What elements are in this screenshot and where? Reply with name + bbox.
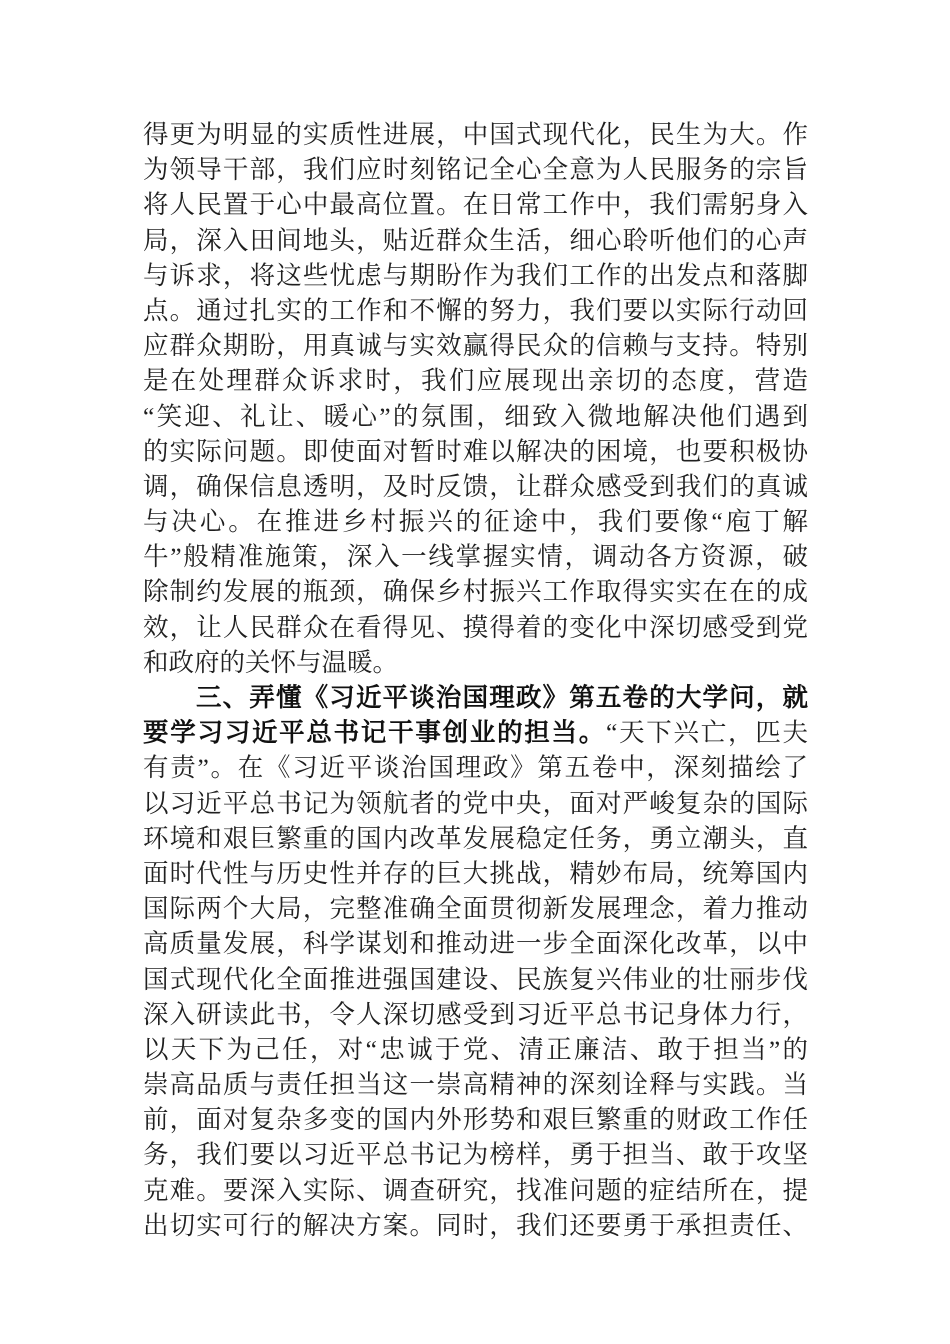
text-segment: 出切实可行的解决方案。同时，我们还要勇于承担责任、 bbox=[143, 1210, 808, 1240]
text-segment: 前，面对复杂多变的国内外形势和艰巨繁重的财政工作任 bbox=[143, 1105, 808, 1135]
text-segment: 和政府的关怀与温暖。 bbox=[143, 647, 399, 677]
text-segment: 效，让人民群众在看得见、摸得着的变化中深切感受到党 bbox=[143, 612, 808, 642]
text-line bbox=[143, 504, 808, 539]
text-segment: “笑迎、礼让、暖心”的氛围，细致入微地解决他们遇到 bbox=[143, 401, 808, 431]
text-segment: 以天下为己任，对“忠诚于党、清正廉洁、敢于担当”的 bbox=[143, 1034, 808, 1064]
text-line bbox=[143, 363, 808, 398]
text-line bbox=[143, 574, 808, 609]
text-segment: 的实际问题。即使面对暂时难以解决的困境，也要积极协 bbox=[143, 436, 808, 466]
text-line bbox=[143, 1173, 808, 1208]
text-segment: 为领导干部，我们应时刻铭记全心全意为人民服务的宗旨 bbox=[143, 155, 808, 185]
section-heading-line bbox=[143, 680, 808, 715]
text-segment: 与诉求，将这些忧虑与期盼作为我们工作的出发点和落脚 bbox=[143, 260, 808, 290]
text-line bbox=[143, 539, 808, 574]
text-segment: 除制约发展的瓶颈，确保乡村振兴工作取得实实在在的成 bbox=[143, 577, 808, 607]
text-line bbox=[143, 645, 808, 680]
text-line bbox=[143, 856, 808, 891]
text-line bbox=[143, 786, 808, 821]
text-line bbox=[143, 610, 808, 645]
bold-text-segment: 要学习习近平总书记干事创业的担当。 bbox=[143, 718, 607, 748]
text-line bbox=[143, 258, 808, 293]
text-line bbox=[143, 223, 808, 258]
text-line bbox=[143, 152, 808, 187]
text-line bbox=[143, 1032, 808, 1067]
text-segment: 高质量发展，科学谋划和推动进一步全面深化改革，以中 bbox=[143, 929, 808, 959]
text-segment: 有责”。在《习近平谈治国理政》第五卷中，深刻描绘了 bbox=[143, 753, 808, 783]
text-segment: 是在处理群众诉求时，我们应展现出亲切的态度，营造 bbox=[143, 366, 808, 396]
text-segment: 崇高品质与责任担当这一崇高精神的深刻诠释与实践。当 bbox=[143, 1070, 808, 1100]
text-segment: 克难。要深入实际、调查研究，找准问题的症结所在，提 bbox=[143, 1175, 808, 1205]
text-line bbox=[143, 434, 808, 469]
text-segment: 将人民置于心中最高位置。在日常工作中，我们需躬身入 bbox=[143, 190, 808, 220]
text-segment: 面时代性与历史性并存的巨大挑战，精妙布局，统筹国内 bbox=[143, 858, 808, 888]
text-line bbox=[143, 926, 808, 961]
text-segment: 务，我们要以习近平总书记为榜样，勇于担当、敢于攻坚 bbox=[143, 1140, 808, 1170]
text-line bbox=[143, 399, 808, 434]
document-body bbox=[143, 117, 808, 1243]
text-line bbox=[143, 821, 808, 856]
text-line bbox=[143, 328, 808, 363]
text-segment: 牛”般精准施策，深入一线掌握实情，调动各方资源，破 bbox=[143, 542, 808, 572]
text-segment: 环境和艰巨繁重的国内改革发展稳定任务，勇立潮头，直 bbox=[143, 823, 808, 853]
text-line bbox=[143, 891, 808, 926]
text-line bbox=[143, 962, 808, 997]
bold-text-segment: 三、弄懂《习近平谈治国理政》第五卷的大学问，就 bbox=[196, 683, 808, 712]
text-line bbox=[143, 1067, 808, 1102]
text-segment: 国式现代化全面推进强国建设、民族复兴伟业的壮丽步伐 bbox=[143, 964, 808, 994]
text-segment: 调，确保信息透明，及时反馈，让群众感受到我们的真诚 bbox=[143, 471, 808, 501]
text-segment: 与决心。在推进乡村振兴的征途中，我们要像“庖丁解 bbox=[143, 507, 808, 537]
text-line bbox=[143, 1137, 808, 1172]
text-line bbox=[143, 117, 808, 152]
text-segment: 应群众期盼，用真诚与实效赢得民众的信赖与支持。特别 bbox=[143, 331, 808, 361]
text-line bbox=[143, 997, 808, 1032]
text-segment: 点。通过扎实的工作和不懈的努力，我们要以实际行动回 bbox=[143, 295, 808, 325]
text-segment: 局，深入田间地头，贴近群众生活，细心聆听他们的心声 bbox=[143, 225, 808, 255]
text-segment: 深入研读此书，令人深切感受到习近平总书记身体力行， bbox=[143, 999, 808, 1029]
text-segment: “天下兴亡，匹夫 bbox=[606, 718, 808, 748]
section-heading-line bbox=[143, 715, 808, 750]
text-line bbox=[143, 1208, 808, 1243]
text-line bbox=[143, 293, 808, 328]
text-line bbox=[143, 1102, 808, 1137]
text-segment: 国际两个大局，完整准确全面贯彻新发展理念，着力推动 bbox=[143, 894, 808, 924]
text-line bbox=[143, 750, 808, 785]
text-line bbox=[143, 469, 808, 504]
text-segment: 以习近平总书记为领航者的党中央，面对严峻复杂的国际 bbox=[143, 788, 808, 818]
text-segment: 得更为明显的实质性进展，中国式现代化，民生为大。作 bbox=[143, 120, 808, 149]
text-line bbox=[143, 187, 808, 222]
